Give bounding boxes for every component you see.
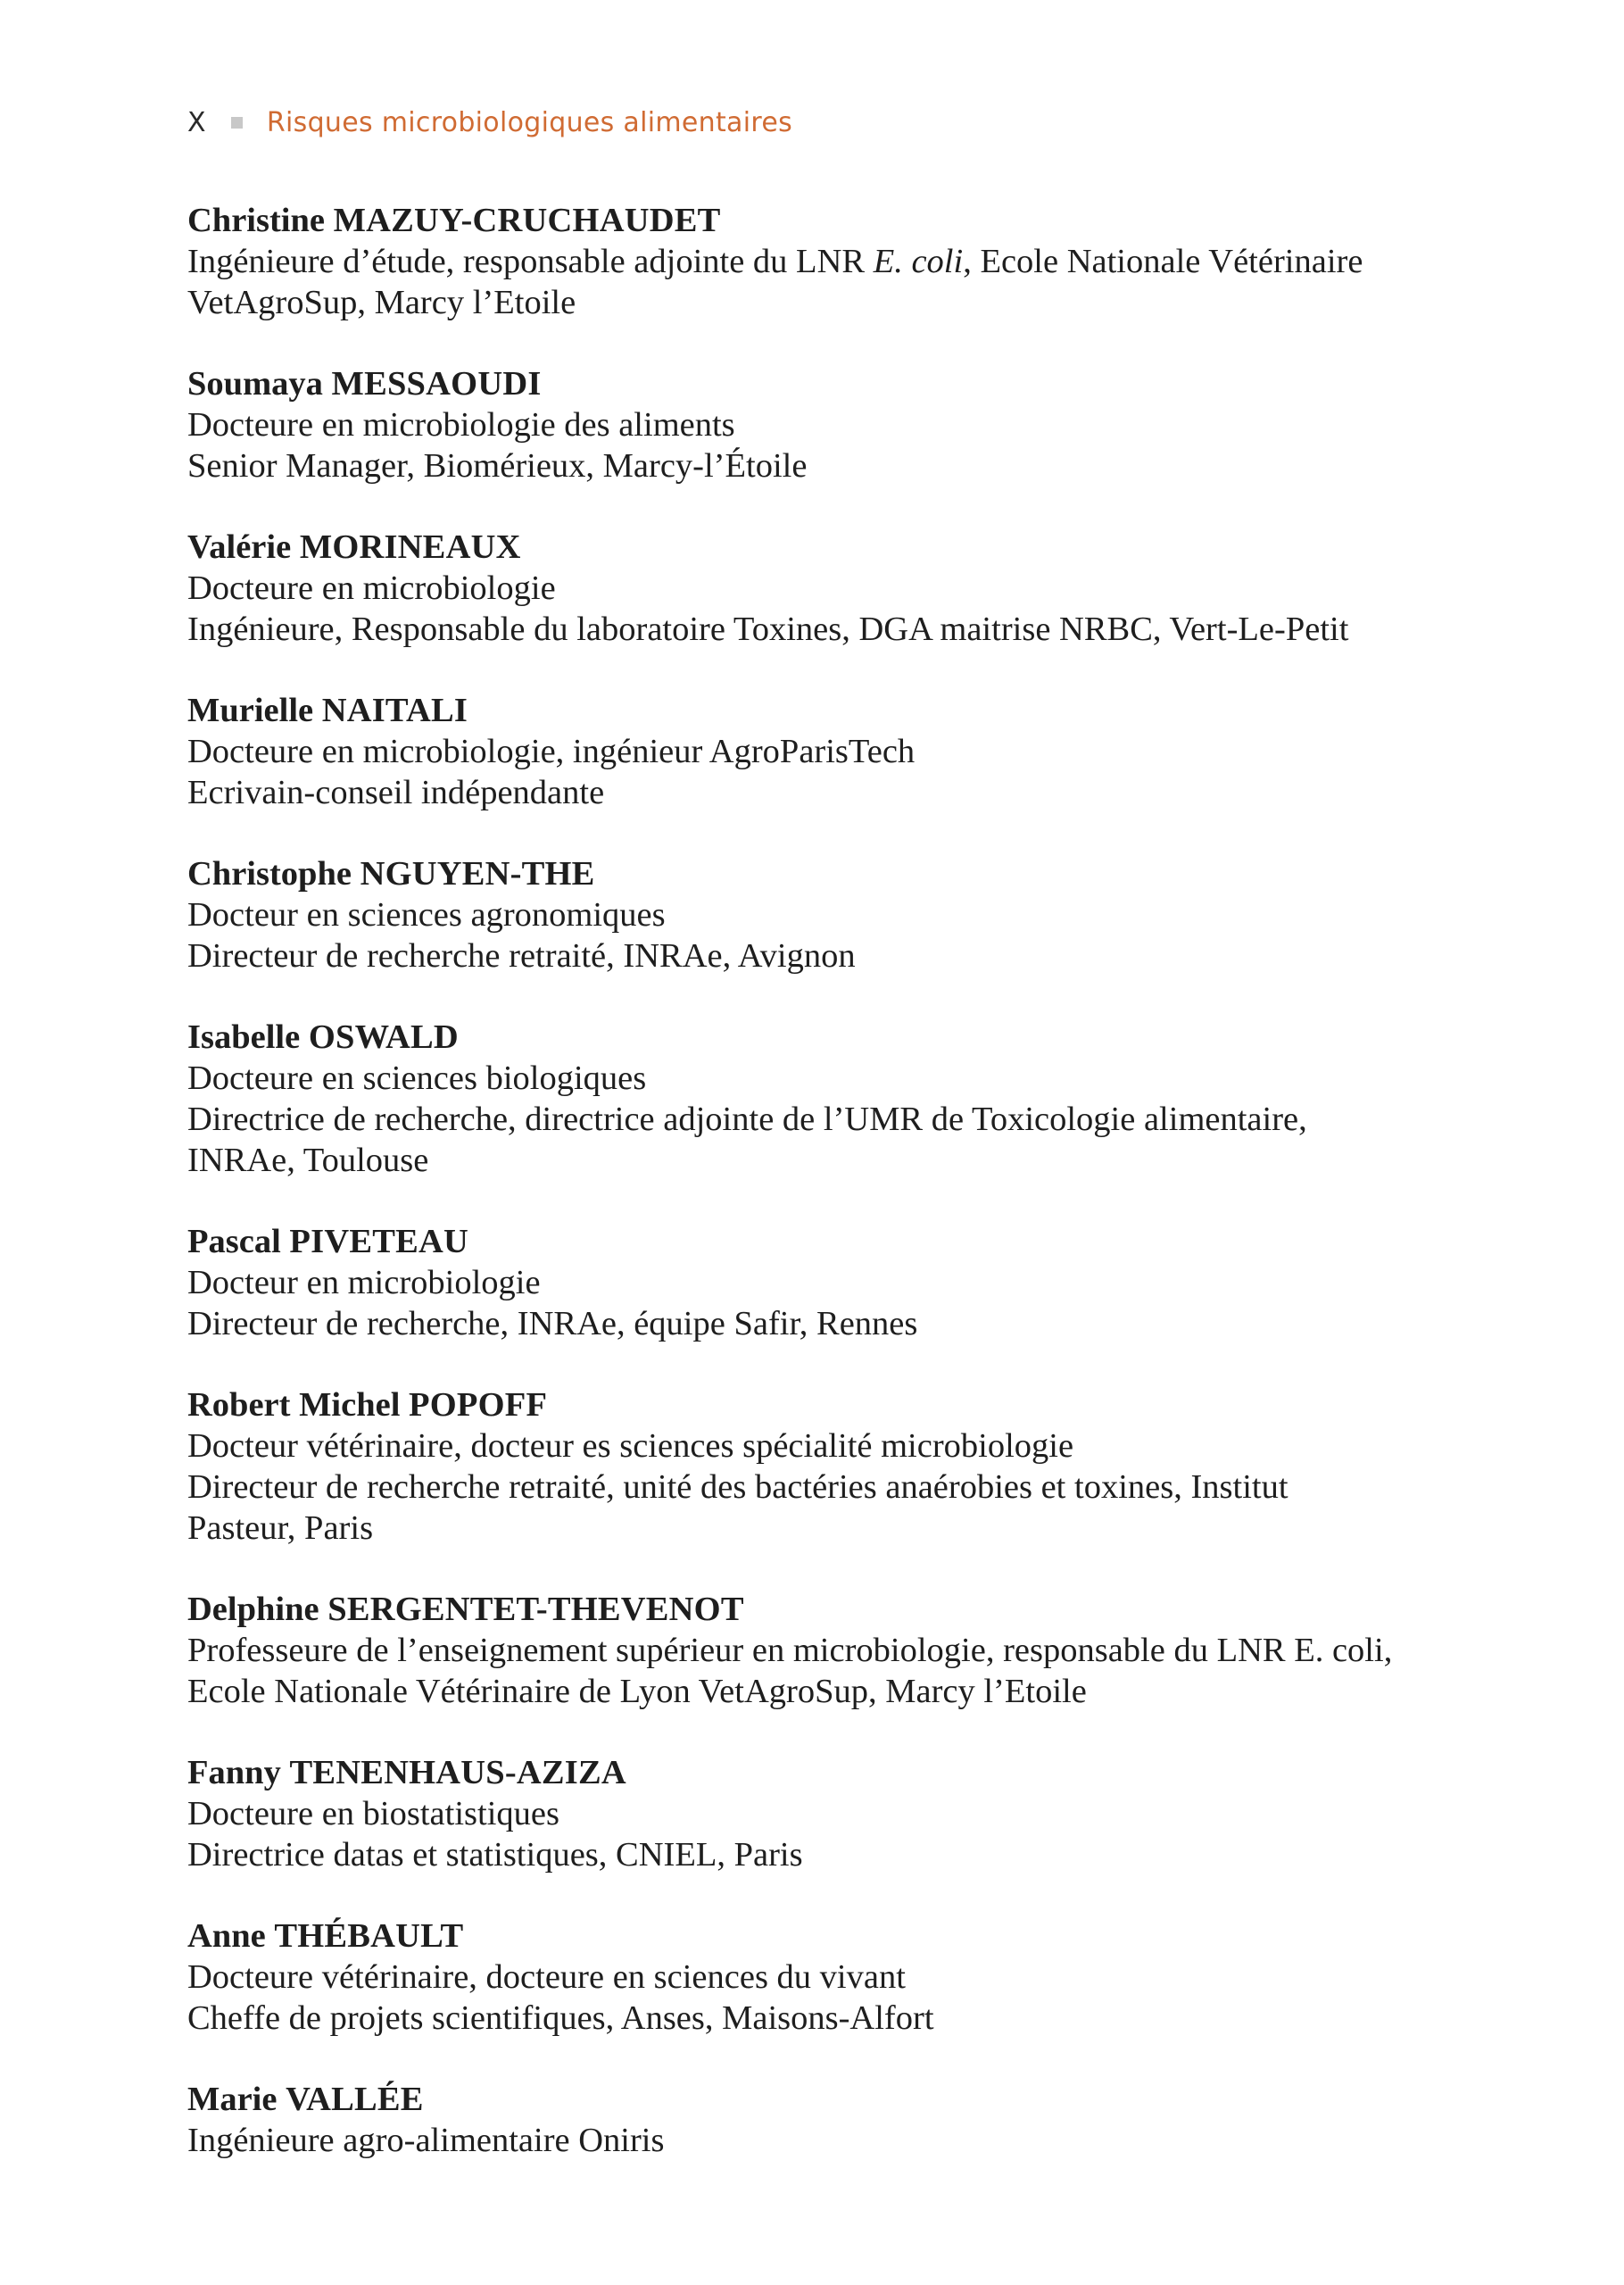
description-text: Docteur vétérinaire, docteur es sciences spécialité microbiologie xyxy=(187,1427,1074,1465)
description-text: Directrice datas et statistiques, CNIEL, Paris xyxy=(187,1836,803,1874)
contributor-last-name: MORINEAUX xyxy=(299,528,521,566)
contributor-name xyxy=(187,527,1490,568)
description-text: Docteur en sciences agronomiques xyxy=(187,896,666,934)
contributor-description-line xyxy=(187,609,1490,650)
contributor-first-name: Anne xyxy=(187,1917,266,1955)
description-text: Directeur de recherche retraité, unité des bactéries anaérobies et toxines, Institut xyxy=(187,1468,1288,1506)
contributor-description-line xyxy=(187,241,1490,282)
contributor-entry xyxy=(187,1017,1490,1181)
description-text: Docteure vétérinaire, docteure en sciences du vivant xyxy=(187,1958,906,1996)
contributor-description-line xyxy=(187,935,1490,976)
contributor-entry xyxy=(187,1915,1490,2039)
description-text: Ingénieure agro-alimentaire Oniris xyxy=(187,2122,665,2159)
contributor-first-name: Soumaya xyxy=(187,365,323,403)
contributor-description-line xyxy=(187,1303,1490,1344)
contributor-last-name: NGUYEN-THE xyxy=(360,855,595,893)
description-text: Docteure en microbiologie xyxy=(187,569,556,607)
contributor-description-line xyxy=(187,1508,1490,1549)
description-text: Docteure en biostatistiques xyxy=(187,1795,559,1832)
contributor-description-line xyxy=(187,731,1490,772)
contributor-name xyxy=(187,1384,1490,1425)
contributor-description-line xyxy=(187,282,1490,323)
description-text: Directrice de recherche, directrice adjointe de l’UMR de Toxicologie alimentaire, xyxy=(187,1101,1307,1138)
description-text: Senior Manager, Biomérieux, Marcy-l’Étoile xyxy=(187,447,808,485)
contributor-name xyxy=(187,1017,1490,1058)
description-italic-text: E. coli xyxy=(873,243,964,280)
description-text: Docteure en sciences biologiques xyxy=(187,1059,647,1097)
contributor-entry xyxy=(187,1589,1490,1712)
contributor-last-name: THÉBAULT xyxy=(274,1917,464,1955)
contributor-last-name: NAITALI xyxy=(321,692,468,729)
contributor-description-line xyxy=(187,772,1490,813)
contributor-description-line xyxy=(187,1058,1490,1099)
description-text: , Ecole Nationale Vétérinaire xyxy=(963,243,1363,280)
contributor-name xyxy=(187,2079,1490,2120)
page-number: X xyxy=(187,106,206,138)
contributor-last-name: MESSAOUDI xyxy=(331,365,542,403)
contributor-entry xyxy=(187,1221,1490,1344)
description-text: Ecole Nationale Vétérinaire de Lyon VetAgroSup, Marcy l’Etoile xyxy=(187,1673,1087,1710)
contributor-description-line xyxy=(187,1671,1490,1712)
contributor-first-name: Valérie xyxy=(187,528,292,566)
contributor-entry xyxy=(187,527,1490,650)
contributor-description-line xyxy=(187,1998,1490,2039)
contributor-description-line xyxy=(187,404,1490,445)
contributor-list xyxy=(187,200,1490,2201)
contributor-first-name: Christophe xyxy=(187,855,352,893)
contributor-description-line xyxy=(187,1467,1490,1508)
description-text: Pasteur, Paris xyxy=(187,1509,374,1547)
description-text: Ingénieure, Responsable du laboratoire Toxines, DGA maitrise NRBC, Vert-Le-Petit xyxy=(187,611,1349,648)
contributor-description-line xyxy=(187,1140,1490,1181)
description-text: Cheffe de projets scientifiques, Anses, Maisons-Alfort xyxy=(187,1999,934,2037)
contributor-first-name: Delphine xyxy=(187,1591,319,1628)
book-title: Risques microbiologiques alimentaires xyxy=(266,106,793,138)
contributor-entry xyxy=(187,1752,1490,1875)
contributor-name xyxy=(187,690,1490,731)
contributor-first-name: Marie xyxy=(187,2081,278,2118)
contributor-name xyxy=(187,1752,1490,1793)
contributor-name xyxy=(187,363,1490,404)
contributor-first-name: Pascal xyxy=(187,1223,281,1260)
contributor-first-name: Christine xyxy=(187,202,325,239)
contributor-last-name: PIVETEAU xyxy=(289,1223,468,1260)
contributor-last-name: SERGENTET-THEVENOT xyxy=(327,1591,744,1628)
contributor-first-name: Murielle xyxy=(187,692,314,729)
running-header xyxy=(187,100,792,145)
contributor-description-line xyxy=(187,445,1490,486)
contributor-description-line xyxy=(187,568,1490,609)
description-text: Directeur de recherche retraité, INRAe, Avignon xyxy=(187,937,856,975)
description-text: Docteure en microbiologie des aliments xyxy=(187,406,735,444)
contributor-entry xyxy=(187,363,1490,486)
contributor-description-line xyxy=(187,1834,1490,1875)
contributor-first-name: Fanny xyxy=(187,1754,281,1791)
description-text: Ingénieure d’étude, responsable adjointe du LNR xyxy=(187,243,874,280)
contributor-first-name: Isabelle xyxy=(187,1018,301,1056)
contributor-last-name: MAZUY-CRUCHAUDET xyxy=(333,202,721,239)
contributor-name xyxy=(187,853,1490,894)
contributor-description-line xyxy=(187,1793,1490,1834)
contributor-last-name: VALLÉE xyxy=(286,2081,424,2118)
contributor-name xyxy=(187,1221,1490,1262)
contributor-entry xyxy=(187,853,1490,976)
contributor-entry xyxy=(187,1384,1490,1549)
contributor-entry xyxy=(187,690,1490,813)
contributor-last-name: OSWALD xyxy=(308,1018,459,1056)
contributor-description-line xyxy=(187,1262,1490,1303)
description-text: Ecrivain-conseil indépendante xyxy=(187,774,605,811)
contributor-name xyxy=(187,1589,1490,1630)
contributor-description-line xyxy=(187,1957,1490,1998)
description-text: INRAe, Toulouse xyxy=(187,1142,429,1179)
contributor-name xyxy=(187,200,1490,241)
contributor-description-line xyxy=(187,2120,1490,2161)
description-text: VetAgroSup, Marcy l’Etoile xyxy=(187,284,576,321)
contributor-last-name: POPOFF xyxy=(409,1386,548,1424)
square-bullet-icon xyxy=(231,117,243,129)
contributor-last-name: TENENHAUS-AZIZA xyxy=(289,1754,626,1791)
contributor-description-line xyxy=(187,1630,1490,1671)
description-text: Docteur en microbiologie xyxy=(187,1264,541,1301)
contributor-first-name: Robert Michel xyxy=(187,1386,401,1424)
contributor-entry xyxy=(187,2079,1490,2161)
contributor-description-line xyxy=(187,894,1490,935)
description-text: Directeur de recherche, INRAe, équipe Safir, Rennes xyxy=(187,1305,918,1342)
contributor-description-line xyxy=(187,1425,1490,1467)
contributor-entry xyxy=(187,200,1490,323)
contributor-name xyxy=(187,1915,1490,1957)
description-text: Docteure en microbiologie, ingénieur AgroParisTech xyxy=(187,733,916,770)
description-text: Professeure de l’enseignement supérieur en microbiologie, responsable du LNR E. coli, xyxy=(187,1632,1393,1669)
contributor-description-line xyxy=(187,1099,1490,1140)
